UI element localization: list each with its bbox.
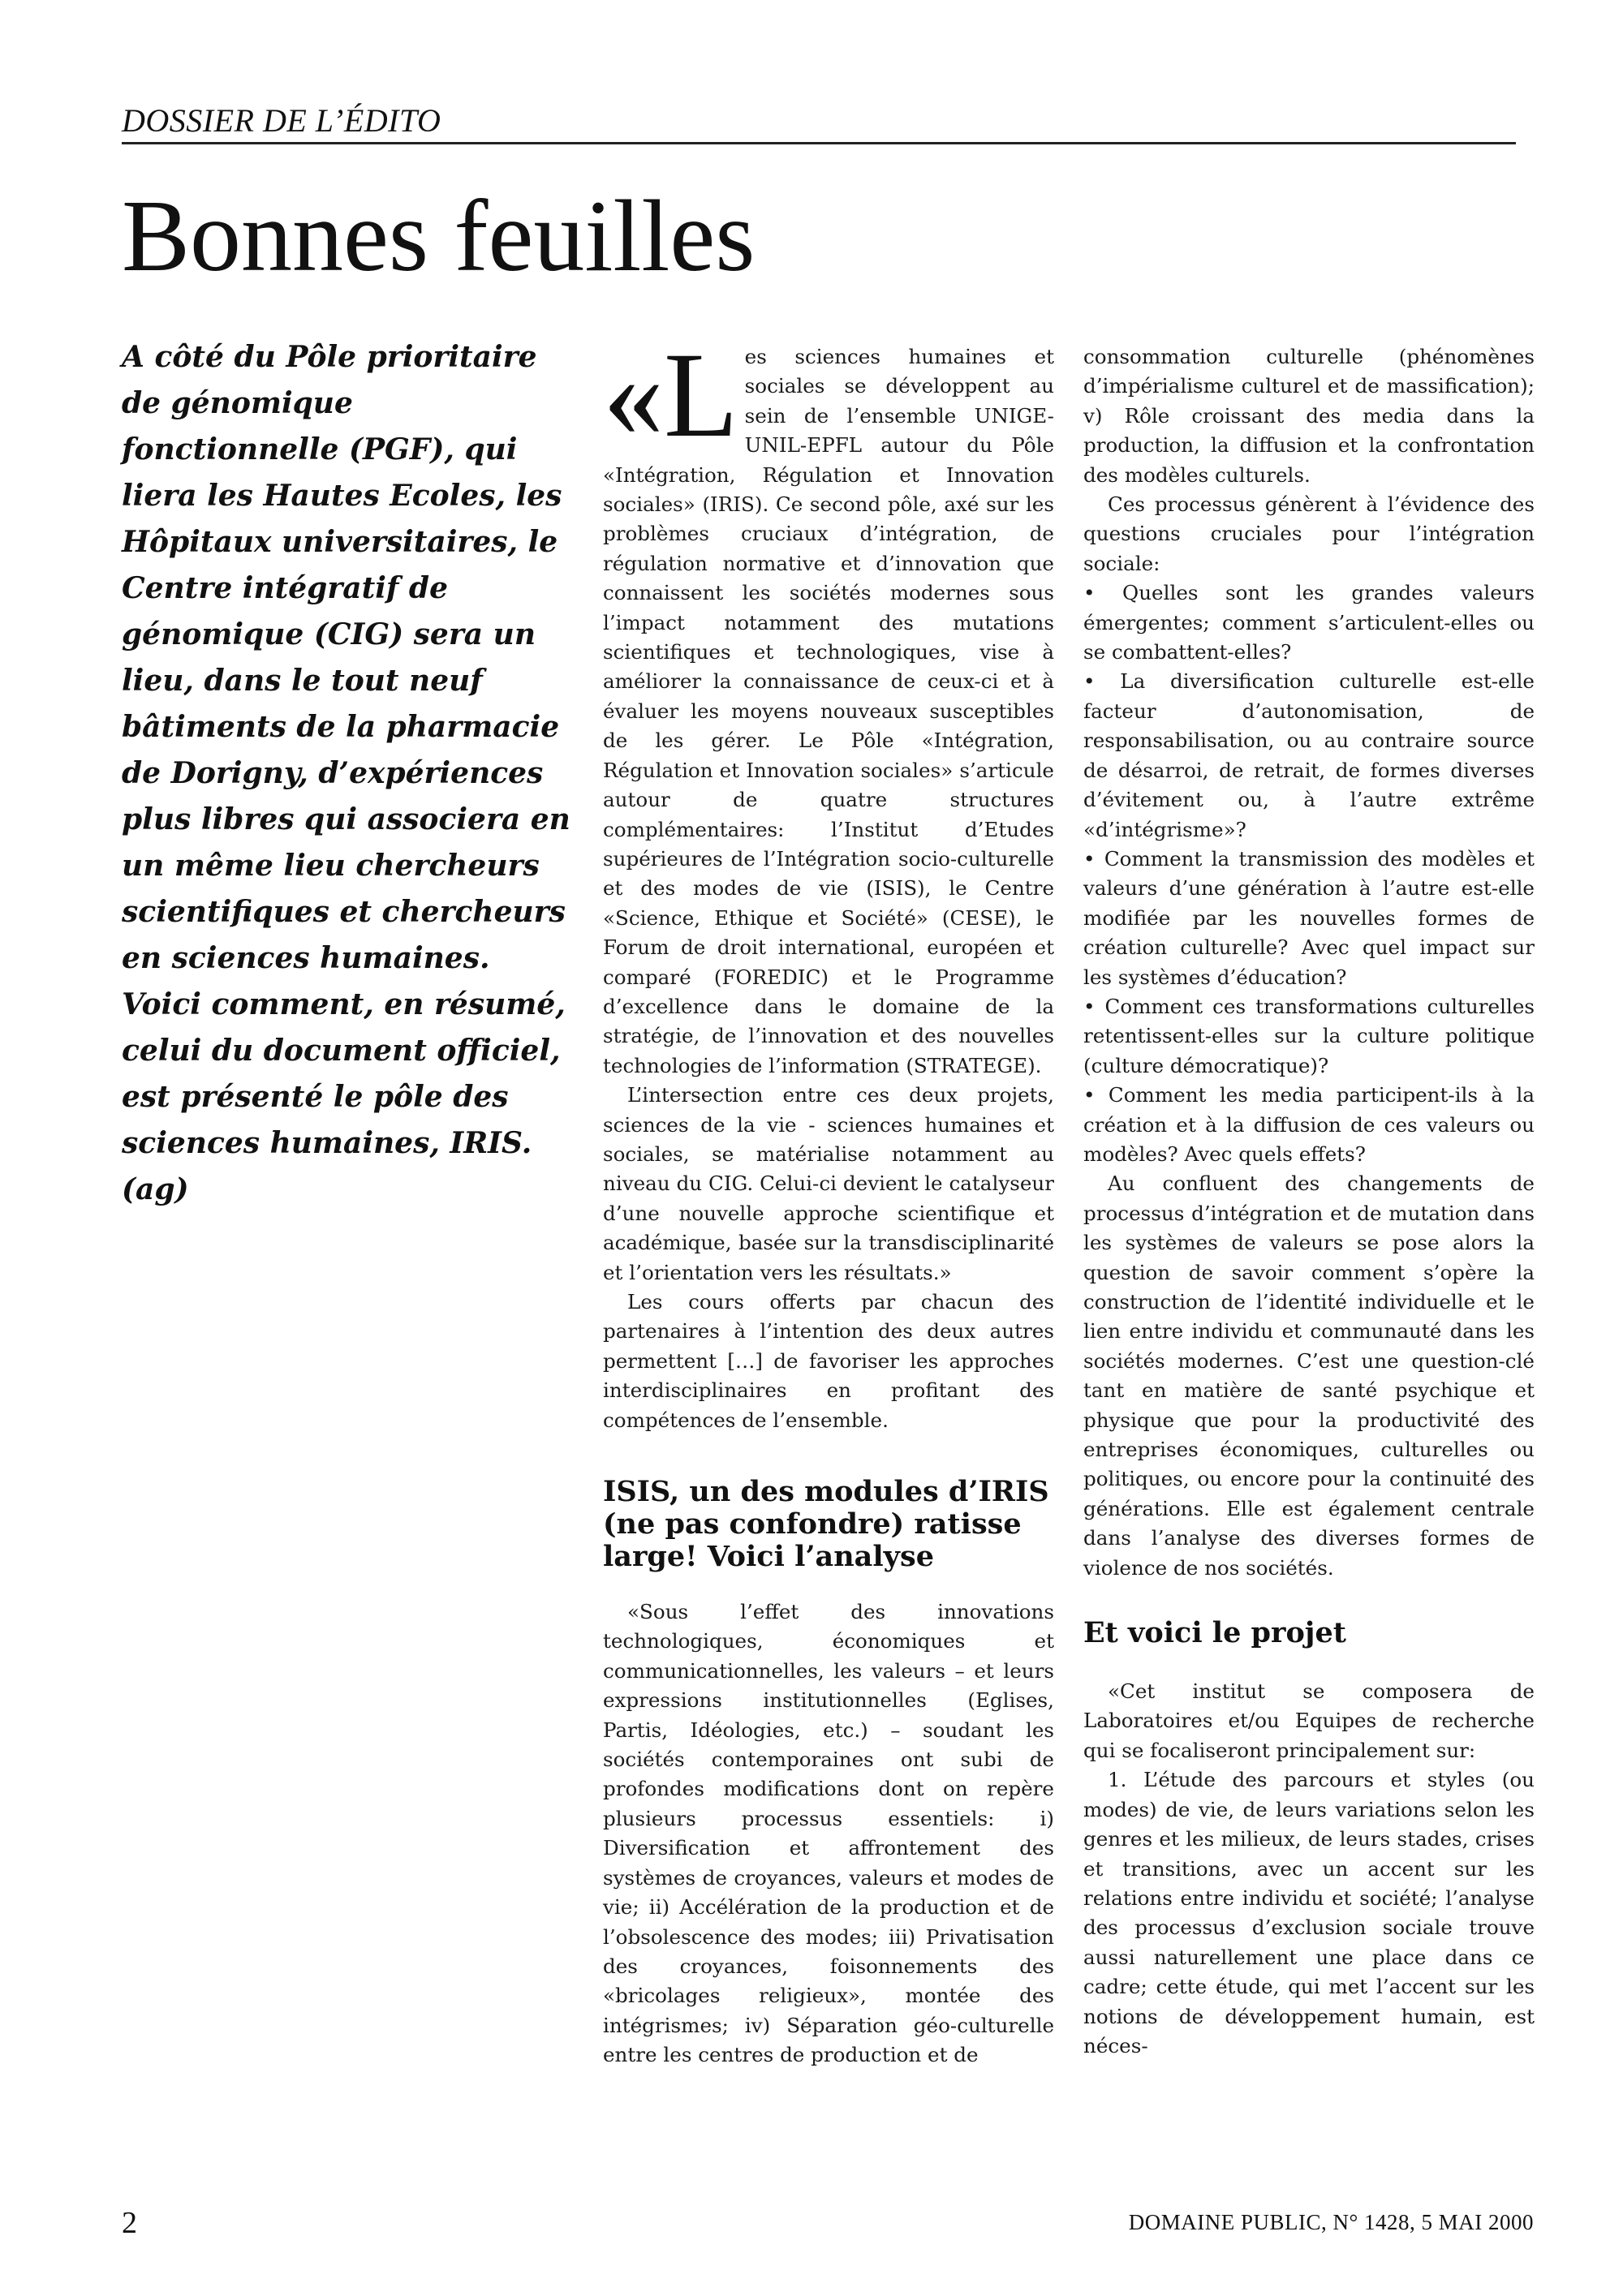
- paragraph: 1. L’étude des parcours et styles (ou modes) de vie, de leurs variations selon les genres et les milieux, de leurs stades, crises et transitions, avec un accent sur les relations entre individu et société; l’analyse des processus d’exclusion sociale trouve aussi naturellement une place dans ce cadre; cette étude, qui met l’accent sur les notions de développement humain, est néces-: [1083, 1768, 1535, 2057]
- subheading-projet: Et voici le projet: [1083, 1616, 1346, 1650]
- publication-footer: DOMAINE PUBLIC, N° 1428, 5 MAI 2000: [1128, 2210, 1534, 2234]
- paragraph: L’intersection entre ces deux projets, sciences de la vie - sciences humaines et sociales, se matérialise notamment au niveau du CIG. Celui-ci devient le catalyseur d’une nouvelle approche scientifique et académique, basée sur la transdisciplinarité et l’orientation vers les résultats.»: [603, 1083, 1054, 1284]
- paragraph: Au confluent des changements de processus d’intégration et de mutation dans les systèmes de valeurs se pose alors la question de savoir comment s’opère la construction de l’identité individuelle et le lien entre individu et communauté dans les sociétés modernes. C’est une question-clé tant en matière de santé psychique et physique que pour la productivité des entreprises économiques, culturelles ou politiques, ou encore pour la continuité des générations. Elle est également centrale dans l’analyse des diverses formes de violence de nos sociétés.: [1083, 1172, 1535, 1580]
- paragraph: «Sous l’effet des innovations technologiques, économiques et communicationnelles, les valeurs – et leurs expressions institutionnelles (Eglises, Partis, Idéologies, etc.) – soudant les sociétés contemporaines ont subi de profondes modifications dont on repère plusieurs processus essentiels: i) Diversification et affrontement des systèmes de croyances, valeurs et modes de vie; ii) Accélération de la production et de l’obsolescence des modes; iii) Privatisation des croyances, foisonnements des «bricolages religieux», montée des intégrismes; iv) Séparation géo-culturelle entre les centres de production et de: [603, 1600, 1054, 2067]
- lead-intro: [122, 334, 572, 1213]
- bullet-item: • La diversification culturelle est-elle facteur d’autonomisation, de responsabilisation, ou au contraire source de désarroi, de retrait, de formes diverses d’évitement ou, à l’autre extrême «d’intégrisme»?: [1083, 669, 1535, 841]
- article-title: Bonnes feuilles: [122, 180, 756, 293]
- column-middle: [603, 328, 1054, 2070]
- paragraph: Les cours offerts par chacun des partenaires à l’intention des deux autres permettent […] de favoriser les approches interdisciplinaires en profitant des compétences de l’ensemble.: [603, 1290, 1054, 1432]
- paragraph-text: es sciences humaines et sociales se développent au sein de l’ensemble UNIGE-UNIL-EPFL autour du Pôle «Intégration, Régulation et Innovation sociales» (IRIS). Ce second pôle, axé sur les problèmes cruciaux d’intégration, de régulation normative et d’innovation que connaissent les sociétés modernes sous l’impact notamment des mutations scientifiques et technologiques, vise à améliorer la connaissance de ceux-ci et à évaluer les moyens nouveaux susceptibles de les gérer. Le Pôle «Intégration, Régulation et Innovation sociales» s’articule autour de quatre structures complémentaires: l’Institut d’Etudes supérieures de l’Intégration socio-culturelle et des modes de vie (ISIS), le Centre «Science, Ethique et Société» (CESE), le Forum de droit international, européen et comparé (FOREDIC) et le Programme d’excellence dans le domaine de la stratégie, de l’innovation et des nouvelles technologies de l’information (STRATEGE).: [603, 345, 1054, 1077]
- bullet-item: • Quelles sont les grandes valeurs émergentes; comment s’articulent-elles ou se combattent-elles?: [1083, 581, 1535, 664]
- drop-cap: «L: [603, 328, 738, 462]
- bullet-item: • Comment les media participent-ils à la création et à la diffusion de ces valeurs ou modèles? Avec quels effets?: [1083, 1083, 1535, 1166]
- paragraph: consommation culturelle (phénomènes d’impérialisme culturel et de massification); v) Rôle croissant des media dans la production, la diffusion et la confrontation des modèles culturels.: [1083, 345, 1535, 487]
- page-number: 2: [122, 2206, 137, 2240]
- lead-paragraph: A côté du Pôle prioritaire de génomique fonctionnelle (PGF), qui liera les Hautes Ecoles, les Hôpitaux universitaires, le Centre intégratif de génomique (CIG) sera un lieu, dans le tout neuf bâtiments de la pharmacie de Dorigny, d’expériences plus libres qui associera en un même lieu chercheurs scientifiques et chercheurs en sciences humaines.: [122, 340, 570, 975]
- paragraph: «Cet institut se composera de Laboratoires et/ou Equipes de recherche qui se focaliseront principalement sur:: [1083, 1679, 1535, 1762]
- bullet-item: • Comment la transmission des modèles et valeurs d’une génération à l’autre est-elle modifiée par les nouvelles formes de création culturelle? Avec quel impact sur les systèmes d’éducation?: [1083, 846, 1535, 989]
- subheading-isis: ISIS, un des modules d’IRIS (ne pas confondre) ratisse large! Voici l’analyse: [603, 1475, 1049, 1574]
- column-right: [1083, 342, 1535, 2061]
- paragraph: Ces processus génèrent à l’évidence des questions cruciales pour l’intégration sociale:: [1083, 492, 1535, 575]
- bullet-item: • Comment ces transformations culturelles retentissent-elles sur la culture politique (culture démocratique)?: [1083, 994, 1535, 1077]
- lead-paragraph: Voici comment, en résumé, celui du document officiel, est présenté le pôle des sciences humaines, IRIS. (ag): [122, 987, 566, 1206]
- section-rubric: DOSSIER DE L’ÉDITO: [122, 101, 1516, 144]
- paragraph: [603, 328, 1054, 1081]
